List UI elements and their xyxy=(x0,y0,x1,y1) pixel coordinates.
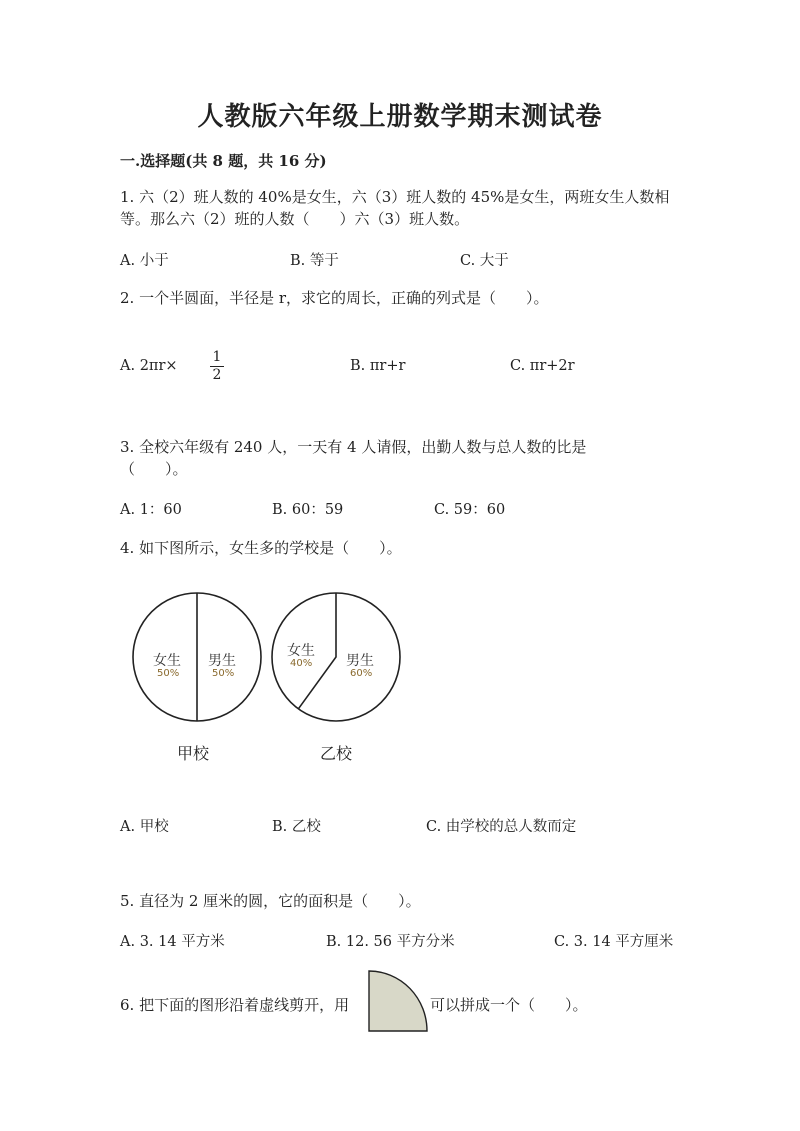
school-a-boys-label: 男生 xyxy=(208,653,236,669)
page-title: 人教版六年级上册数学期末测试卷 xyxy=(197,102,603,132)
quarter-circle-shape xyxy=(368,970,428,1032)
fraction-numerator: 1 xyxy=(212,349,222,365)
q1-option-a: A. 小于 xyxy=(120,253,169,269)
school-a-boys-pct: 50% xyxy=(212,668,235,679)
q5-option-c: C. 3. 14 平方厘米 xyxy=(554,934,674,950)
q2-option-c: C. πr+2r xyxy=(510,358,575,374)
question-6-after: 可以拼成一个（ ）。 xyxy=(430,996,588,1014)
q4-option-a: A. 甲校 xyxy=(120,819,169,835)
question-6-before: 6. 把下面的图形沿着虚线剪开，用 xyxy=(120,996,350,1014)
question-4: 4. 如下图所示，女生多的学校是（ ）。 xyxy=(120,539,402,557)
q4-option-c: C. 由学校的总人数而定 xyxy=(426,819,577,835)
fraction-denominator: 2 xyxy=(212,367,222,383)
q2-option-a: A. 2πr× xyxy=(120,358,178,374)
q1-option-b: B. 等于 xyxy=(290,253,339,269)
q3-option-a: A. 1：60 xyxy=(120,502,182,518)
q2-option-a-fraction xyxy=(210,350,224,383)
question-5: 5. 直径为 2 厘米的圆，它的面积是（ ）。 xyxy=(120,892,421,910)
section-heading: 一.选择题(共 8 题，共 16 分) xyxy=(120,152,327,170)
q5-option-b: B. 12. 56 平方分米 xyxy=(326,934,455,950)
q3-option-b: B. 60：59 xyxy=(272,502,344,518)
q5-option-a: A. 3. 14 平方米 xyxy=(120,934,225,950)
school-a-girls-label: 女生 xyxy=(153,653,181,669)
q3-option-c: C. 59：60 xyxy=(434,502,506,518)
school-b-girls-pct: 40% xyxy=(290,658,313,669)
school-b-girls-label: 女生 xyxy=(287,643,315,659)
q4-option-b: B. 乙校 xyxy=(272,819,321,835)
school-b-boys-pct: 60% xyxy=(350,668,373,679)
school-a-name: 甲校 xyxy=(177,744,210,763)
q1-option-c: C. 大于 xyxy=(460,253,509,269)
school-b-boys-label: 男生 xyxy=(346,653,374,669)
question-1-line-1: 1. 六（2）班人数的 40%是女生，六（3）班人数的 45%是女生，两班女生人数相 xyxy=(120,188,670,206)
question-2: 2. 一个半圆面，半径是 r，求它的周长，正确的列式是（ ）。 xyxy=(120,289,549,307)
school-b-name: 乙校 xyxy=(320,744,353,763)
question-3-line-1: 3. 全校六年级有 240 人，一天有 4 人请假，出勤人数与总人数的比是 xyxy=(120,438,587,456)
question-1-line-2: 等。那么六（2）班的人数（ ）六（3）班人数。 xyxy=(120,210,470,228)
school-a-girls-pct: 50% xyxy=(157,668,180,679)
question-3-line-2: （ ）。 xyxy=(120,460,188,478)
q2-option-b: B. πr+r xyxy=(350,358,406,374)
